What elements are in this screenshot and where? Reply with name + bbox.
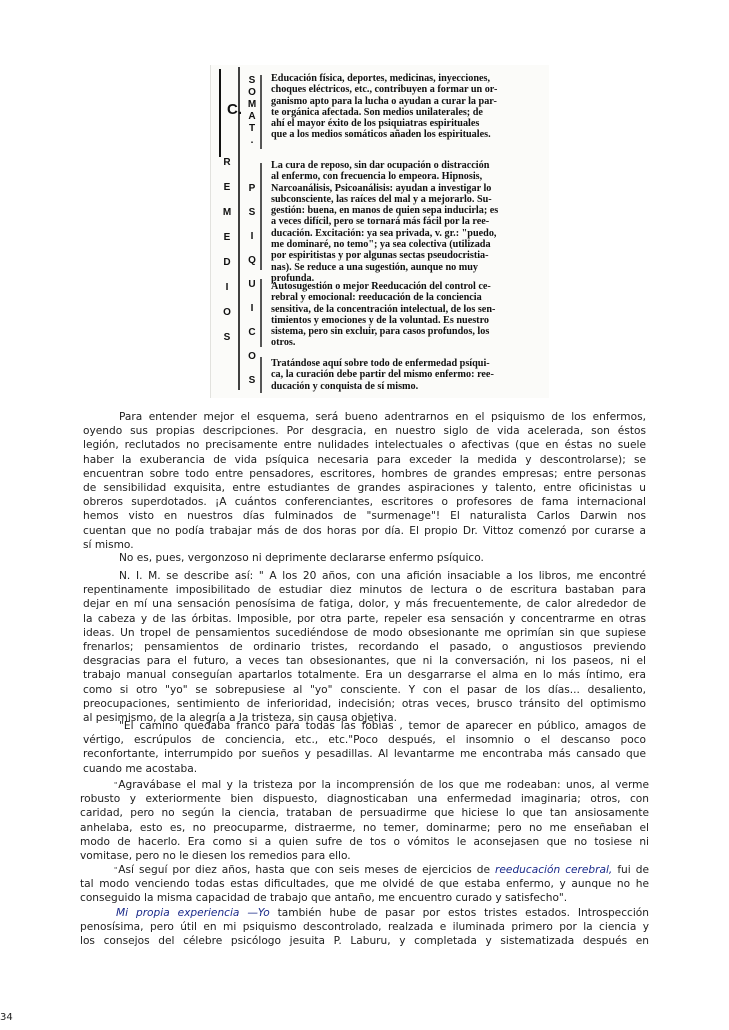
vertical-letter: O: [248, 87, 256, 98]
scheme-c-letter: C.: [227, 101, 242, 118]
text-line: conseguido la misma capacidad de trabajo que antaño, me encuentro curado y satisfecho".: [80, 892, 568, 905]
quote-mark: ": [114, 866, 118, 874]
vertical-letter: O: [223, 307, 231, 318]
text-line: "El camino quedaba franco para todas las fobias , temor de aparecer en público, amagos de: [119, 720, 646, 732]
vertical-letter: S: [248, 375, 256, 386]
scheme-line: subconsciente, las raíces del mal y a mejorarlo. Su-: [271, 193, 492, 205]
text-line: sí mismo.: [83, 538, 134, 551]
text-line: de sensibilidad exquisita, entre estudiantes de grandes aspiraciones y talento, entre oficinistas u: [83, 481, 646, 494]
text-line: oyendo sus propias descripciones. Por desgracia, en nuestro siglo de vida acelerada, son éstos: [83, 425, 646, 438]
somatic-block: [271, 73, 541, 141]
emphasis-text: Yo: [257, 907, 270, 919]
emphasis-text: Mi propia experiencia: [116, 907, 240, 919]
vertical-letter: .: [250, 135, 254, 146]
remedies-scheme-figure: [210, 65, 549, 398]
vertical-letter: M: [222, 207, 232, 218]
text-line: penosísima, pero útil en mi psiquismo descontrolado, realzada e iluminada primero por la ciencia y: [80, 921, 649, 934]
text-line: tal modo venciendo todas estas dificultades, que me olvidé de que estaba enfermo, y aunque no he: [80, 878, 649, 891]
vertical-letter: U: [248, 279, 256, 290]
text-line: encuentran sobre todo entre pensadores, escritores, hombres de grandes empresas; entre personas: [83, 467, 646, 480]
text-fragment: Así seguí por diez años, hasta que con seis meses de ejercicios de: [118, 864, 496, 876]
text-line: desgracias para el futuro, a veces tan obsesionantes, que ni la conversación, ni los paseos, ni el: [83, 655, 646, 668]
scheme-bracket-line: [219, 69, 221, 157]
scheme-line: a veces difícil, pero se tornará más fácil por la ree-: [271, 216, 490, 228]
text-line: anhelaba, esto es, no preocuparme, distraerme, no temer, dominarme; pero no me enseñaban el: [80, 821, 649, 834]
vertical-letter: C: [248, 327, 256, 338]
conclusion-block: [271, 358, 541, 392]
scheme-line: timientos y emociones y de la voluntad. Es nuestro: [271, 314, 490, 326]
paragraph-7: [80, 906, 649, 949]
vertical-letter: I: [250, 303, 254, 314]
text-line: los consejos del célebre psicólogo jesuita P. Laburu, y completada y sistematizada después en: [80, 935, 649, 948]
paragraph-1: [83, 410, 646, 552]
text-line: [80, 778, 649, 792]
text-line: cuentan que no podía trabajar más de dos horas por día. El propio Dr. Vittoz comenzó por curarse a: [83, 524, 646, 537]
scheme-line: rebral y emocional: reeducación de la conciencia: [271, 292, 482, 304]
scheme-line: por espiritistas y por algunas sectas pseudocristia-: [271, 250, 489, 262]
page-number: 34: [0, 1012, 13, 1023]
scheme-line: Educación física, deportes, medicinas, inyecciones,: [271, 73, 491, 84]
text-line: obreros superdotados. ¡A cuántos conferenciantes, escritores o profesores de fama internacional: [83, 496, 646, 509]
scheme-line: nas). Se reduce a una sugestión, aunque no muy: [271, 261, 479, 273]
scheme-line: sensitiva, de la concentración intelectual, de los sen-: [271, 303, 496, 315]
text-line: legión, reclutados no precisamente entre nulidades intelectuales o afectivas (que en éstas no suele: [83, 439, 646, 452]
scheme-line: ganismo apto para la lucha o ayudan a curar la par-: [271, 95, 497, 107]
vertical-letter: I: [250, 231, 254, 242]
text-line: frenarlos; pensamientos de ordinario tristes, recordando el pasado, o angustiosos previendo: [83, 640, 646, 653]
text-line: preocupaciones, sentimiento de inferioridad, indecisión; otras veces, brusco tránsito del optimismo: [83, 697, 646, 710]
dash-text: —: [239, 907, 258, 919]
scheme-line: La cura de reposo, sin dar ocupación o distracción: [271, 160, 490, 171]
text-line: dejar en mí una sensación penosísima de fatiga, dolor, y más frecuentemente, de calor alrededor de: [83, 598, 646, 611]
paragraph-3: [83, 569, 646, 725]
text-line: vértigo, escrúpulos de conciencia, etc., etc."Poco después, el insomnio o el descanso poco: [83, 734, 646, 747]
scheme-line: choques eléctricos, etc., contribuyen a formar un or-: [271, 84, 498, 96]
text-line: No es, pues, vergonzoso ni deprimente declararse enfermo psíquico.: [119, 552, 484, 564]
scheme-line: Tratándose aquí sobre todo de enfermedad psíqui-: [271, 358, 490, 369]
vertical-letter: S: [223, 332, 231, 343]
text-line-content: Agravábase el mal y la tristeza por la incomprensión de los que me rodeaban: unos, al verme: [118, 779, 649, 791]
text-line: trabajo manual conseguían apartarlos totalmente. Era un desgarrarse el alma en lo más íntimo, era: [83, 669, 646, 682]
paragraph-6: [80, 863, 649, 906]
text-line: modo de hacerlo. Era como si a quien sufre de tos o vómitos le aconsejasen que no tosiese ni: [80, 835, 649, 848]
vertical-letter: S: [248, 75, 256, 86]
text-line: haber la exuberancia de vida psíquica necesaria para exceder la medida y descontrolarse); se: [83, 453, 646, 466]
text-line: como si otro "yo" se sobrepusiese al "yo" consciente. Y con el pasar de los días... desaliento,: [83, 683, 646, 696]
emphasis-text: reeducación cerebral,: [495, 864, 613, 876]
autosuggestion-block: [271, 281, 541, 349]
scheme-line: ca, la curación debe partir del mismo enfermo: ree-: [271, 369, 494, 381]
vertical-letter: R: [223, 157, 231, 168]
text-line: caridad, pero no según la ciencia, trataban de persuadirme que hiciese lo que tan ansiosamente: [80, 807, 649, 820]
text-line: [80, 863, 649, 877]
scheme-line: ducación y conquista de sí mismo.: [271, 380, 419, 392]
text-line: ideas. Un tropel de pensamientos sucediéndose de modo obsesionante me oprimían sin que supiese: [83, 626, 646, 639]
vertical-letter: E: [223, 182, 231, 193]
text-line: la cabeza y de las órbitas. Imposible, por otra parte, repeler esa sensación y concentrarme en otras: [83, 612, 646, 625]
paragraph-4: [83, 719, 646, 776]
scheme-line: profunda.: [271, 272, 315, 284]
vertical-letter: P: [248, 183, 256, 194]
scheme-line: me dominaré, no temo"; ya sea colectiva (utilizada: [271, 239, 491, 251]
scheme-line: al enfermo, con frecuencia lo empeora. Hipnosis,: [271, 171, 483, 183]
text-line: hemos visto en nuestros días fulminados de "surmenage"! El naturalista Carlos Darwin nos: [83, 510, 646, 523]
vertical-letter: Q: [248, 255, 256, 266]
scheme-line: Autosugestión o mejor Reeducación del control ce-: [271, 281, 491, 292]
text-line: al pesimismo, de la alegría a la tristeza, sin causa objetiva.: [83, 711, 398, 724]
vertical-letter: M: [247, 99, 257, 110]
text-line: robusto y exteriormente bien dispuesto, diagnosticaban una enfermedad imaginaria; otros, con: [80, 793, 649, 806]
scheme-line: ducación. Excitación: ya sea privada, v. gr.: "puedo,: [271, 227, 497, 239]
vertical-letter: E: [223, 232, 231, 243]
scheme-line: ahí el mayor éxito de los psiquiatras espirituales: [271, 118, 480, 130]
vertical-letter: A: [248, 111, 256, 122]
scheme-line: gestión: buena, en manos de quien sepa inducirla; es: [271, 205, 499, 217]
scheme-line: otros.: [271, 337, 296, 349]
vertical-letter: T: [248, 123, 256, 134]
text-line: N. I. M. se describe así: " A los 20 años, con una afición insaciable a los libros, me encontré: [119, 570, 646, 582]
paragraph-2: [83, 551, 646, 565]
scheme-line: sistema, pero sin excluir, para casos profundos, los: [271, 326, 490, 338]
text-line: Para entender mejor el esquema, será bueno adentrarnos en el psiquismo de los enfermos,: [119, 411, 646, 423]
paragraph-5: [80, 778, 649, 863]
text-line: cuando me acostaba.: [83, 762, 198, 775]
text-line: [80, 906, 649, 920]
vertical-letter: S: [248, 207, 256, 218]
scheme-line: que a los medios somáticos añaden los espirituales.: [271, 129, 491, 141]
vertical-letter: I: [225, 282, 229, 293]
text-line: vomitase, pero no le diesen los remedios para ello.: [80, 849, 351, 862]
scheme-line: te orgánica afectada. Son medios unilaterales; de: [271, 106, 483, 118]
text-line: reconfortante, interrumpido por sueños y pesadillas. Al levantarme me encontraba más cansado que: [83, 748, 646, 761]
text-fragment: también hube de pasar por estos tristes estados. Introspección: [269, 907, 649, 919]
text-fragment: fui de: [612, 864, 649, 876]
quote-mark: ": [114, 781, 118, 789]
rest-block: [271, 160, 541, 284]
scheme-line: Narcoanálisis, Psicoanálisis: ayudan a investigar lo: [271, 182, 492, 194]
vertical-letter: D: [223, 257, 231, 268]
vertical-letter: O: [248, 351, 256, 362]
text-line: repentinamente imposibilitado de estudiar diez minutos de lectura o de escritura bastaban para: [83, 584, 646, 597]
